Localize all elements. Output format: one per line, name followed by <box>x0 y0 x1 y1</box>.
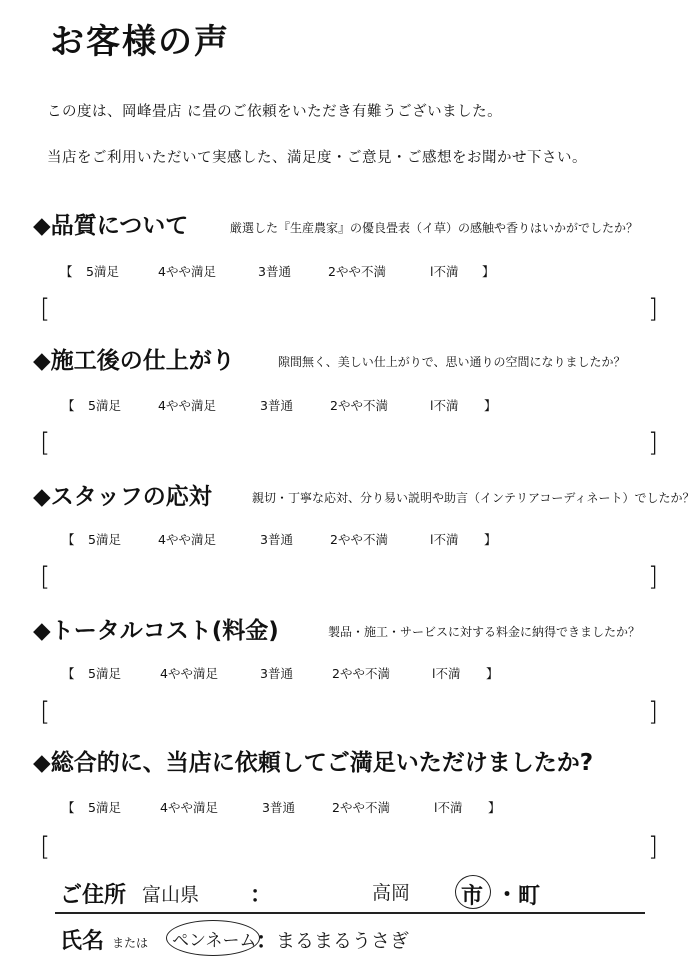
rating-row-overall[interactable] <box>62 798 501 816</box>
rating-3[interactable]: 3普通 <box>262 800 295 815</box>
name-label: 氏名 <box>60 929 105 954</box>
rating-4[interactable]: 4やや満足 <box>160 666 218 681</box>
rating-row-cost[interactable] <box>62 664 499 682</box>
address-label: ご住所 <box>60 883 127 908</box>
rating-4[interactable]: 4やや満足 <box>158 398 216 413</box>
name-colon: ： <box>256 929 279 954</box>
comment-bracket-close: ] <box>648 832 659 862</box>
address-shi: 市 <box>461 884 484 909</box>
comment-bracket-close: ] <box>648 697 659 727</box>
intro-line-2: 当店をご利用いただいて実感した、満足度・ご意見・ご感想をお聞かせ下さい。 <box>47 150 587 166</box>
rating-open: 【 <box>62 398 75 413</box>
rating-row-finish[interactable] <box>62 396 497 414</box>
page-title: お客様の声 <box>50 22 230 62</box>
rating-3[interactable]: 3普通 <box>260 666 293 681</box>
question-heading-finish: ◆施工後の仕上がり <box>33 348 235 374</box>
rating-5[interactable]: 5満足 <box>88 666 121 681</box>
address-city: 高岡 <box>372 882 411 904</box>
rating-4[interactable]: 4やや満足 <box>160 800 218 815</box>
rating-1[interactable]: l不満 <box>430 264 459 279</box>
address-underline <box>55 912 645 914</box>
question-sub-staff: 親切・丁寧な応対、分り易い説明や助言（インテリアコーディネート）でしたか？ <box>252 491 695 505</box>
rating-close: 】 <box>486 666 499 681</box>
rating-2[interactable]: 2やや不満 <box>330 532 388 547</box>
rating-3[interactable]: 3普通 <box>258 264 291 279</box>
rating-5[interactable]: 5満足 <box>88 532 121 547</box>
comment-bracket-close: ] <box>648 428 659 458</box>
rating-1[interactable]: l不満 <box>430 532 459 547</box>
comment-bracket-close: ] <box>648 294 659 324</box>
rating-row-quality[interactable] <box>60 262 495 280</box>
question-heading-staff: ◆スタッフの応対 <box>33 484 212 510</box>
rating-1[interactable]: l不満 <box>432 666 461 681</box>
rating-5[interactable]: 5満足 <box>88 398 121 413</box>
rating-open: 【 <box>60 264 73 279</box>
rating-open: 【 <box>62 800 75 815</box>
comment-bracket-close: ] <box>648 562 659 592</box>
address-separator: ・ <box>496 883 519 908</box>
question-heading-quality: ◆品質について <box>33 213 189 239</box>
intro-line-1: この度は、岡峰畳店 に畳のご依頼をいただき有難うございました。 <box>47 104 503 120</box>
rating-4[interactable]: 4やや満足 <box>158 264 216 279</box>
question-sub-cost: 製品・施工・サービスに対する料金に納得できましたか？ <box>328 625 641 639</box>
question-sub-quality: 厳選した『生産農家』の優良畳表（イ草）の感触や香りはいかがでしたか？ <box>230 221 639 235</box>
penname-label: ペンネーム <box>172 931 257 951</box>
rating-2[interactable]: 2やや不満 <box>332 666 390 681</box>
question-heading-cost: ◆トータルコスト(料金) <box>33 618 279 644</box>
rating-4[interactable]: 4やや満足 <box>158 532 216 547</box>
comment-bracket-open: [ <box>40 832 51 862</box>
rating-row-staff[interactable] <box>62 530 497 548</box>
rating-1[interactable]: l不満 <box>434 800 463 815</box>
rating-2[interactable]: 2やや不満 <box>328 264 386 279</box>
rating-1[interactable]: l不満 <box>430 398 459 413</box>
comment-bracket-open: [ <box>40 697 51 727</box>
rating-2[interactable]: 2やや不満 <box>332 800 390 815</box>
rating-5[interactable]: 5満足 <box>86 264 119 279</box>
rating-open: 【 <box>62 532 75 547</box>
rating-close: 】 <box>484 398 497 413</box>
question-heading-overall: ◆総合的に、当店に依頼してご満足いただけましたか? <box>33 750 594 776</box>
comment-bracket-open: [ <box>40 562 51 592</box>
rating-close: 】 <box>484 532 497 547</box>
question-sub-finish: 隙間無く、美しい仕上がりで、思い通りの空間になりましたか？ <box>278 355 626 369</box>
rating-close: 】 <box>482 264 495 279</box>
address-machi: 町 <box>518 884 541 909</box>
comment-bracket-open: [ <box>40 428 51 458</box>
rating-open: 【 <box>62 666 75 681</box>
rating-3[interactable]: 3普通 <box>260 398 293 413</box>
address-prefecture: 富山県 <box>142 884 200 906</box>
rating-5[interactable]: 5満足 <box>88 800 121 815</box>
rating-close: 】 <box>488 800 501 815</box>
comment-bracket-open: [ <box>40 294 51 324</box>
penname-value: まるまるうさぎ <box>276 930 410 952</box>
rating-3[interactable]: 3普通 <box>260 532 293 547</box>
rating-2[interactable]: 2やや不満 <box>330 398 388 413</box>
address-colon: ： <box>250 883 273 908</box>
name-mataha: または <box>112 936 149 950</box>
